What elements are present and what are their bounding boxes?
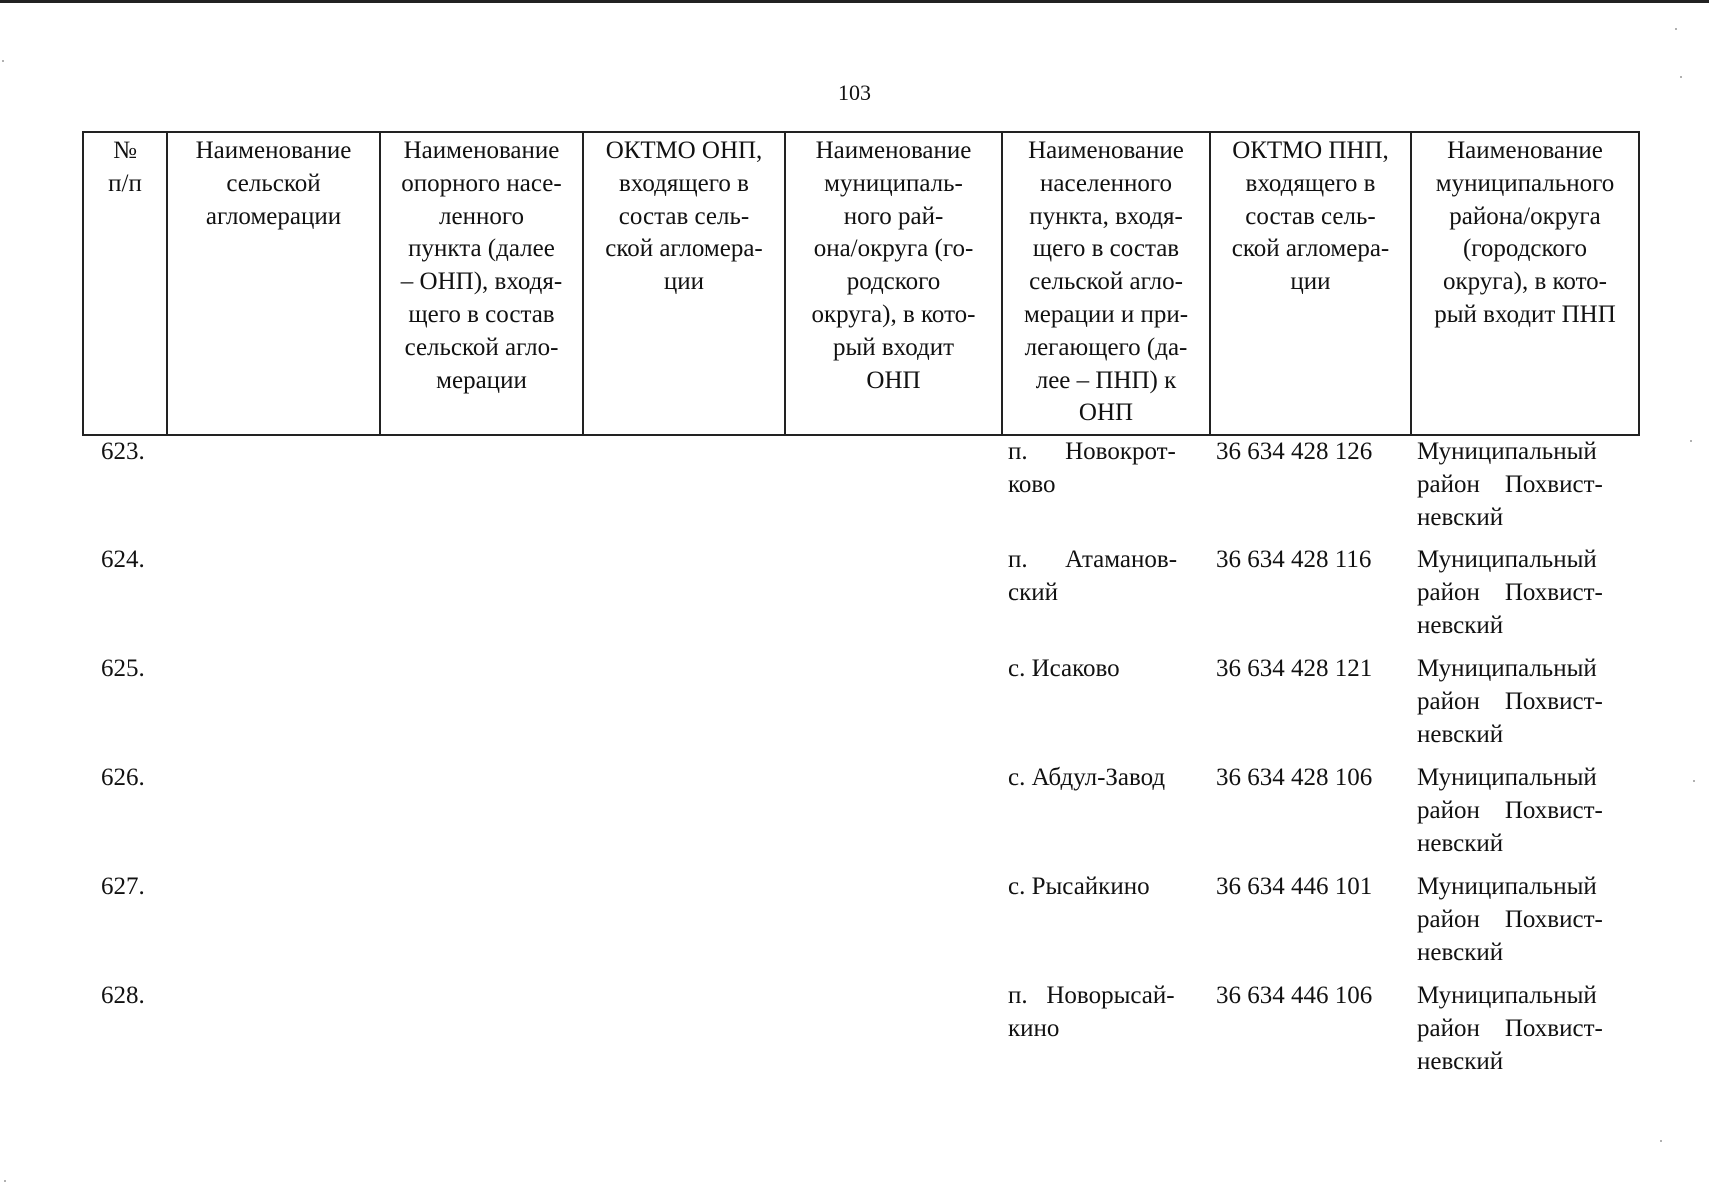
pnp-district-line: Муниципальный: [1417, 764, 1597, 792]
header-pnp-oktmo: [1210, 132, 1411, 435]
pnp-district-line: район Похвист-: [1417, 796, 1603, 824]
agglomeration-name-cell: [167, 980, 380, 1089]
header-line: мерации и при-: [1023, 300, 1189, 328]
header-line: пункта (далее: [408, 235, 555, 263]
onp-oktmo-cell: [583, 653, 785, 762]
header-line: п/п: [108, 169, 142, 197]
onp-oktmo-cell: [583, 544, 785, 653]
pnp-district-cell: [1411, 980, 1639, 1089]
pnp-district-line: невский: [1417, 938, 1504, 966]
pnp-name-cell: [1002, 871, 1210, 980]
onp-name-cell: [380, 544, 583, 653]
row-number: 627.: [101, 873, 145, 901]
onp-district-cell: [785, 762, 1002, 871]
pnp-district-line: район Похвист-: [1417, 470, 1603, 498]
pnp-name-line: п. Новокрот-: [1008, 438, 1176, 466]
header-line: щего в состав: [1032, 235, 1180, 263]
header-line: Наименование: [1447, 137, 1603, 164]
pnp-name-line: с. Абдул-Завод: [1008, 764, 1166, 792]
row-number: 624.: [101, 546, 145, 574]
onp-district-cell: [785, 544, 1002, 653]
header-line: ОКТМО ОНП,: [605, 137, 763, 164]
agglomeration-name-cell: [167, 435, 380, 544]
header-line: рый входит ПНП: [1434, 300, 1616, 328]
header-line: Наименование: [815, 137, 972, 164]
onp-district-cell: [785, 980, 1002, 1089]
onp-name-cell: [380, 980, 583, 1089]
header-line: щего в состав: [408, 300, 555, 328]
header-line: лее – ПНП) к: [1035, 366, 1177, 394]
header-line: опорного насе-: [401, 169, 562, 197]
pnp-oktmo-cell: 36 634 428 121: [1216, 655, 1373, 683]
header-line: состав сель-: [618, 202, 750, 230]
pnp-oktmo-cell: 36 634 428 126: [1216, 438, 1373, 466]
pnp-oktmo-cell: 36 634 428 106: [1216, 764, 1373, 792]
header-line: №: [113, 137, 137, 164]
row-number: 625.: [101, 655, 145, 683]
header-line: муниципального: [1435, 169, 1615, 197]
pnp-name-line: п. Атаманов-: [1008, 546, 1178, 574]
header-line: Наименование: [403, 137, 560, 164]
pnp-district-line: район Похвист-: [1417, 905, 1603, 933]
header-line: муниципаль-: [824, 169, 963, 197]
header-line: сельской агло-: [1029, 268, 1183, 296]
onp-district-cell: [785, 435, 1002, 544]
header-line: сельской: [226, 169, 321, 197]
header-line: ОКТМО ПНП,: [1232, 137, 1389, 164]
header-onp-district: [785, 132, 1002, 435]
header-onp-oktmo: [583, 132, 785, 435]
pnp-oktmo-cell: 36 634 446 106: [1216, 982, 1373, 1010]
header-line: Наименование: [1028, 137, 1184, 164]
header-line: легающего (да-: [1024, 333, 1188, 361]
pnp-name-cell: [1002, 980, 1210, 1089]
header-line: ской агломера-: [1231, 235, 1390, 263]
header-line: она/округа (го-: [813, 235, 974, 263]
header-line: района/округа: [1449, 202, 1601, 230]
pnp-district-cell: [1411, 435, 1639, 544]
header-line: рый входит: [832, 333, 955, 361]
agglomeration-name-cell: [167, 653, 380, 762]
pnp-district-line: Муниципальный: [1417, 873, 1597, 901]
header-line: сельской агло-: [404, 333, 559, 361]
pnp-district-line: Муниципальный: [1417, 655, 1597, 683]
header-line: ОНП: [1078, 399, 1134, 427]
header-line: ции: [663, 268, 705, 296]
pnp-name-line: кино: [1008, 1014, 1060, 1042]
pnp-name-cell: [1002, 762, 1210, 871]
scan-top-edge: [0, 0, 1709, 3]
header-line: ного рай-: [843, 202, 944, 230]
pnp-district-line: невский: [1417, 829, 1504, 857]
pnp-district-line: невский: [1417, 503, 1504, 531]
header-line: округа), в кото-: [1442, 268, 1607, 296]
onp-name-cell: [380, 435, 583, 544]
header-line: мерации: [436, 366, 527, 394]
agglomeration-name-cell: [167, 544, 380, 653]
pnp-name-line: с. Исаково: [1008, 655, 1120, 683]
table-row: [83, 980, 1639, 1089]
onp-oktmo-cell: [583, 980, 785, 1089]
header-line: родского: [846, 268, 941, 296]
header-onp-name: [380, 132, 583, 435]
row-number: 628.: [101, 982, 145, 1010]
pnp-district-line: район Похвист-: [1417, 687, 1603, 715]
header-line: пункта, входя-: [1029, 202, 1183, 230]
pnp-name-line: с. Рысайкино: [1008, 873, 1150, 901]
agglomeration-name-cell: [167, 871, 380, 980]
pnp-district-cell: [1411, 653, 1639, 762]
pnp-name-line: п. Новорысай-: [1008, 982, 1175, 1010]
table-row: [83, 544, 1639, 653]
onp-oktmo-cell: [583, 435, 785, 544]
pnp-district-cell: [1411, 762, 1639, 871]
header-agglomeration-name: [167, 132, 380, 435]
pnp-name-cell: [1002, 544, 1210, 653]
header-line: ОНП: [866, 366, 921, 394]
table-header-row: [83, 132, 1639, 435]
pnp-district-line: невский: [1417, 720, 1504, 748]
header-line: (городского: [1462, 235, 1588, 263]
pnp-district-line: Муниципальный: [1417, 438, 1597, 466]
header-line: состав сель-: [1245, 202, 1376, 230]
pnp-district-line: район Похвист-: [1417, 1014, 1603, 1042]
table-row: [83, 653, 1639, 762]
onp-name-cell: [380, 653, 583, 762]
header-line: округа), в кото-: [811, 300, 976, 328]
agglomeration-table-container: [82, 131, 1638, 1089]
header-line: входящего в: [619, 169, 749, 197]
page-number: 103: [838, 80, 871, 105]
table-row: [83, 435, 1639, 544]
onp-name-cell: [380, 762, 583, 871]
header-pnp-district: [1411, 132, 1639, 435]
header-line: – ОНП), входя-: [400, 268, 563, 296]
onp-name-cell: [380, 871, 583, 980]
header-line: Наименование: [195, 137, 352, 164]
agglomeration-table: [82, 131, 1640, 1089]
pnp-name-line: ский: [1008, 578, 1058, 606]
table-row: [83, 871, 1639, 980]
header-line: ленного: [439, 202, 524, 230]
header-line: агломерации: [205, 202, 342, 230]
pnp-district-line: невский: [1417, 1047, 1504, 1075]
table-body: [83, 435, 1639, 1089]
onp-district-cell: [785, 871, 1002, 980]
pnp-oktmo-cell: 36 634 446 101: [1216, 873, 1373, 901]
pnp-oktmo-cell: 36 634 428 116: [1216, 546, 1372, 574]
pnp-name-cell: [1002, 435, 1210, 544]
header-line: ской агломера-: [605, 235, 763, 263]
row-number: 623.: [101, 438, 145, 466]
agglomeration-name-cell: [167, 762, 380, 871]
pnp-district-cell: [1411, 544, 1639, 653]
pnp-district-line: Муниципальный: [1417, 546, 1597, 574]
pnp-district-line: район Похвист-: [1417, 578, 1603, 606]
header-line: населенного: [1040, 169, 1172, 197]
onp-oktmo-cell: [583, 871, 785, 980]
onp-oktmo-cell: [583, 762, 785, 871]
table-row: [83, 762, 1639, 871]
header-pnp-name: [1002, 132, 1210, 435]
row-number: 626.: [101, 764, 145, 792]
header-line: входящего в: [1245, 169, 1376, 197]
pnp-name-line: ково: [1008, 470, 1056, 498]
pnp-name-cell: [1002, 653, 1210, 762]
header-line: ции: [1290, 268, 1331, 296]
pnp-district-line: невский: [1417, 611, 1504, 639]
pnp-district-cell: [1411, 871, 1639, 980]
pnp-district-line: Муниципальный: [1417, 982, 1597, 1010]
onp-district-cell: [785, 653, 1002, 762]
header-number: [83, 132, 167, 435]
